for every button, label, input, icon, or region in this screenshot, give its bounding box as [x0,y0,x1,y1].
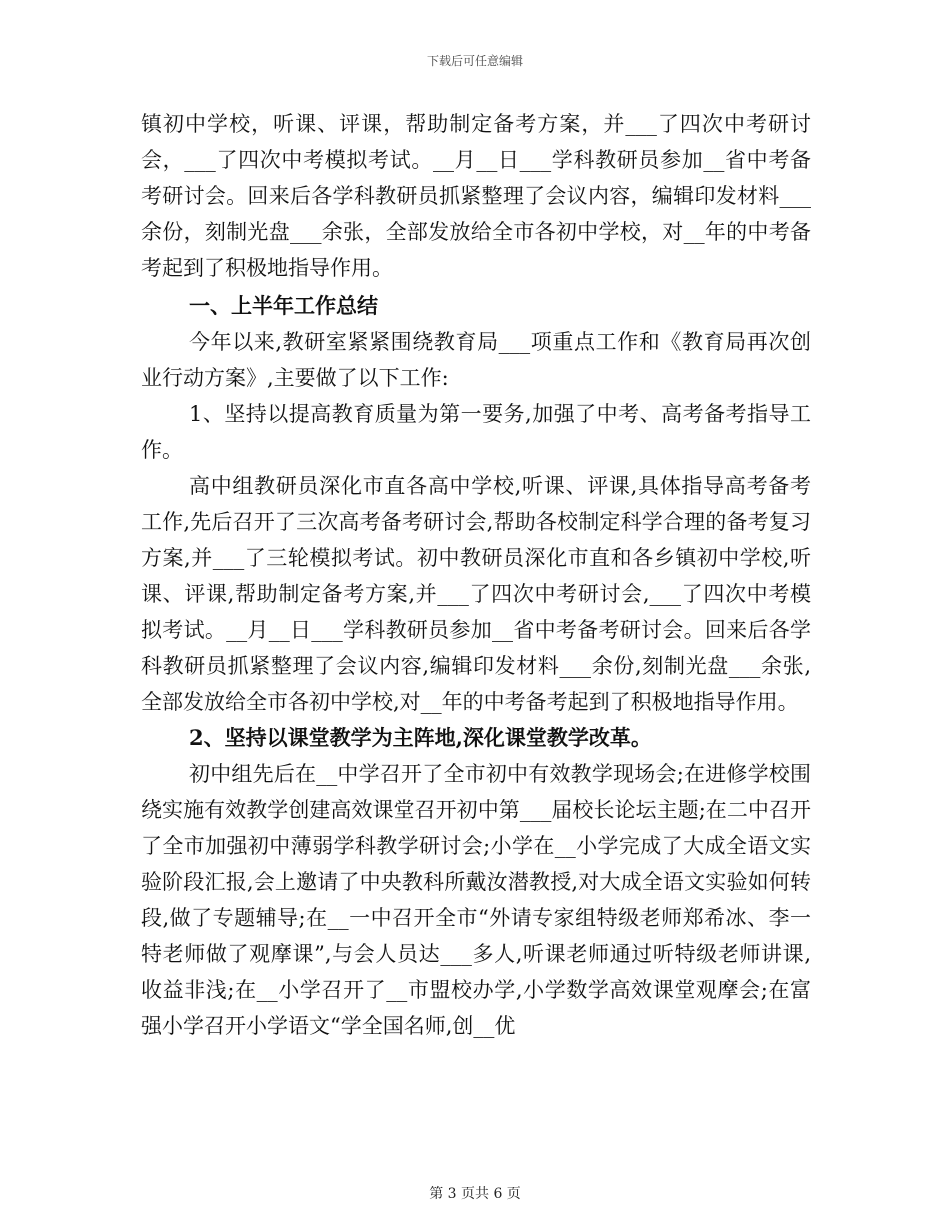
paragraph-continued: 镇初中学校，听课、评课，帮助制定备考方案，并___了四次中考研讨会，___了四次中考模拟考试。__月__日___学科教研员参加__省中考备考研讨会。回来后各学科教研员抓紧整理了会议内容，编辑印发材料___余份，刻制光盘___余张，全部发放给全市各初中学校，对__年的中考备考起到了积极地指导作用。 [141,112,811,280]
section-heading: 一、上半年工作总结 [189,293,378,318]
list-item-1: 1、坚持以提高教育质量为第一要务,加强了中考、高考备考指导工作。 [141,402,811,462]
page-footer: 第 3 页共 6 页 [429,1186,521,1202]
paragraph-high-school: 高中组教研员深化市直各高中学校,听课、评课,具体指导高考备考工作,先后召开了三次高考备考研讨会,帮助各校制定科学合理的备考复习方案,并___了三轮模拟考试。初中教研员深化市直和各乡镇初中学校,听课、评课,帮助制定备考方案,并___了四次中考研讨会,___了四次中考模拟考试。__月__日___学科教研员参加__省中考备考研讨会。回来后各学科教研员抓紧整理了会议内容,编辑印发材料___余份,刻制光盘___余张,全部发放给全市各初中学校,对__年的中考备考起到了积极地指导作用。 [141,474,811,714]
paragraph-intro: 今年以来,教研室紧紧围绕教育局___项重点工作和《教育局再次创业行动方案》,主要做了以下工作: [141,330,811,390]
list-item-2: 2、坚持以课堂教学为主阵地,深化课堂教学改革。 [189,725,652,750]
page-header: 下载后可任意编辑 [426,54,523,68]
document-body [141,106,811,1044]
paragraph-middle-school: 初中组先后在__中学召开了全市初中有效教学现场会;在进修学校围绕实施有效教学创建高效课堂召开初中第___届校长论坛主题;在二中召开了全市加强初中薄弱学科教学研讨会;小学在__小学完成了大成全语文实验阶段汇报,会上邀请了中央教科所戴汝潜教授,对大成全语文实验如何转段,做了专题辅导;在__一中召开全市“外请专家组特级老师郑希冰、李一特老师做了观摩课”,与会人员达___多人,听课老师通过听特级老师讲课,收益非浅;在__小学召开了__市盟校办学,小学数学高效课堂观摩会;在富强小学召开小学语文“学全国名师,创__优 [141,762,811,1038]
